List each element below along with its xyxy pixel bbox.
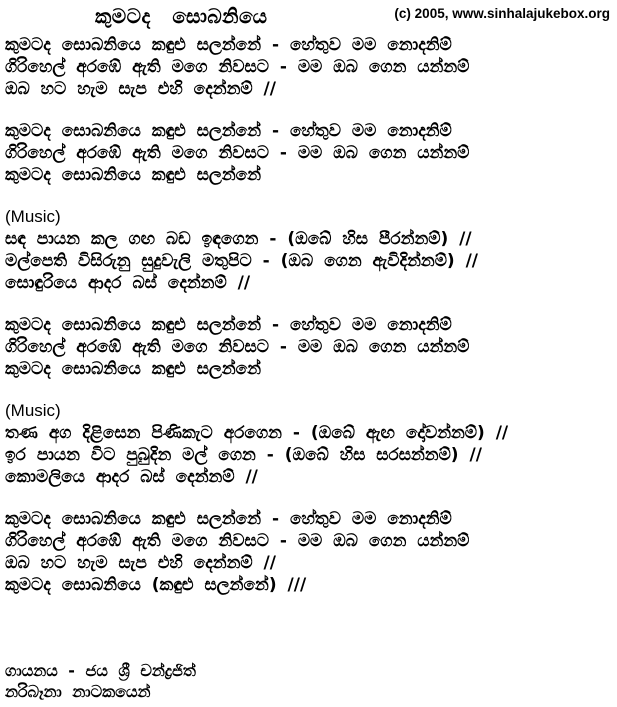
lyric-line: සොඳුරියෙ ආදර බස් දෙන්නම් // [5, 273, 251, 293]
stanza-3-music [5, 206, 612, 294]
song-title: කුමටද සොබනියෙ [95, 4, 268, 28]
lyrics-body [5, 34, 612, 616]
lyric-line: කුමටද සොබනියෙ කඳුළු සලන්නේ - හේතුව මම නොදනිම් [5, 121, 452, 141]
lyric-line: සඳ පායන කල ගඟ බඩ ඉඳගෙන - (ඔබේ හිස පීරන්නම්) // [5, 229, 472, 249]
lyric-line: ගිරිහෙල් අරඹේ ඇති මගෙ නිවසට - මම ඔබ ගෙන යන්නම් [5, 143, 470, 163]
lyric-line: ගිරිහෙල් අරඹේ ඇති මගෙ නිවසට - මම ඔබ ගෙන යන්නම් [5, 531, 470, 551]
lyric-line: කුමටද සොබනියෙ කඳුළු සලන්නේ - හේතුව මම නොදනිම් [5, 509, 452, 529]
singer-credit: ගායනය - ජය ශ්‍රී චන්ද්‍රජිත් [5, 661, 196, 680]
page-header [0, 0, 617, 32]
lyric-line: තණ අග දිළිසෙන පිණිකැට අරගෙන - (ඔබේ ඇඟ දෝවන්නම්) // [5, 423, 509, 443]
lyric-line: ඉර පායන විට පුබුදින මල් ගෙන - (ඔබේ හිස සරසන්නම්) // [5, 445, 482, 465]
music-marker: (Music) [5, 401, 61, 420]
lyric-line: ඔබ හට හැම සැප එහි දෙන්නම් // [5, 553, 276, 573]
lyric-line: කුමටද සොබනියෙ කඳුළු සලන්නේ - හේතුව මම නොදනිම් [5, 315, 452, 335]
stanza-1 [5, 34, 612, 100]
lyric-line: කුමටද සොබනියෙ කඳුළු සලන්නේ [5, 165, 262, 185]
stanza-4 [5, 314, 612, 380]
stanza-6 [5, 508, 612, 596]
lyric-line: කුමටද සොබනියෙ කඳුළු සලන්නේ - හේතුව මම නොදනිම් [5, 35, 452, 55]
lyric-line: ගිරිහෙල් අරඹේ ඇති මගෙ නිවසට - මම ඔබ ගෙන යන්නම් [5, 337, 470, 357]
lyric-line: කුමටද සොබනියෙ කඳුළු සලන්නේ [5, 359, 262, 379]
lyric-line: මල්පෙති විසිරුනු සුදුවැලි මතුපිට - (ඔබ ගෙන ඇවිදින්නම්) // [5, 251, 479, 271]
lyric-line: කොමලියෙ ආදර බස් දෙන්නම් // [5, 467, 258, 487]
credits-block [5, 660, 612, 702]
stanza-2 [5, 120, 612, 186]
lyric-line: ඔබ හට හැම සැප එහි දෙන්නම් // [5, 79, 276, 99]
play-credit: නරිබෑනා නාටකයෙන් [5, 682, 151, 701]
lyric-line: කුමටද සොබනියෙ (කඳුළු සලන්නේ) /// [5, 575, 307, 595]
copyright-notice: (c) 2005, www.sinhalajukebox.org [394, 6, 610, 21]
lyric-line: ගිරිහෙල් අරඹේ ඇති මගෙ නිවසට - මම ඔබ ගෙන යන්නම් [5, 57, 470, 77]
music-marker: (Music) [5, 207, 61, 226]
stanza-5-music [5, 400, 612, 488]
